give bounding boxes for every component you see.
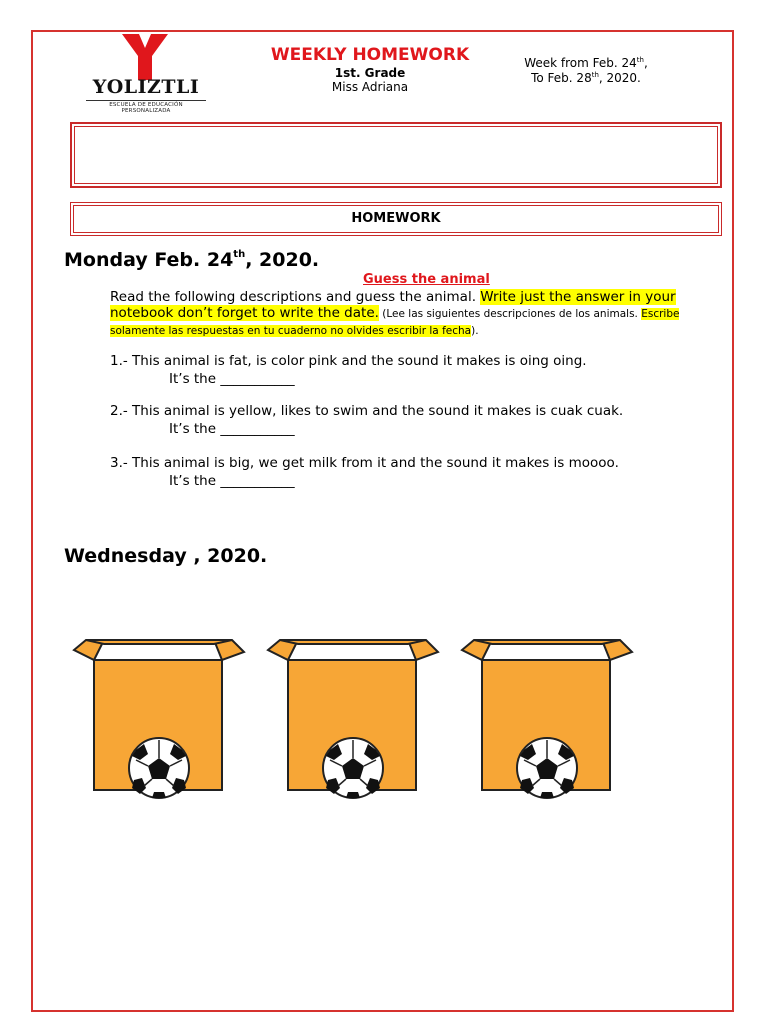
week-line-1: Week from Feb. 24th, [524,56,648,70]
week-range [496,56,676,86]
instructions: Read the following descriptions and guess the animal. Write just the answer in your notebook don’t forget to write the date. (Lee las siguientes descripciones de los animals. Escribe solamente las respuestas en tu cuaderno no olvides escribir la fecha). [110,289,680,337]
question-3: 3.- This animal is big, we get milk from it and the sound it makes is moooo. [110,455,619,471]
homework-banner [70,202,722,236]
question-1: 1.- This animal is fat, is color pink and the sound it makes is oing oing. [110,353,587,369]
week-line-2: To Feb. 28th, 2020. [531,71,641,85]
empty-notes-box [70,122,722,188]
boxes-and-balls-illustration [64,622,648,808]
box-with-ball-1 [74,640,244,798]
wednesday-title: Wednesday , 2020. [64,545,268,567]
monday-title: Monday Feb. 24th, 2020. [64,249,320,271]
logo-name: YOLIZTLI [92,76,200,98]
logo-tagline: ESCUELA DE EDUCACIÓN PERSONALIZADA [86,100,206,114]
answer-blank-1: It’s the ___________ [169,371,295,387]
box-with-ball-3 [462,640,632,798]
answer-blank-3: It’s the ___________ [169,473,295,489]
page-title: WEEKLY HOMEWORK [270,45,470,65]
answer-blank-2: It’s the ___________ [169,421,295,437]
activity-title: Guess the animal [363,272,490,287]
grade-label: 1st. Grade [334,66,406,80]
teacher-label: Miss Adriana [331,80,409,94]
logo-y-icon [122,34,168,80]
school-logo [86,34,206,112]
box-with-ball-2 [268,640,438,798]
homework-banner-label: HOMEWORK [351,211,441,226]
question-2: 2.- This animal is yellow, likes to swim and the sound it makes is cuak cuak. [110,403,624,419]
